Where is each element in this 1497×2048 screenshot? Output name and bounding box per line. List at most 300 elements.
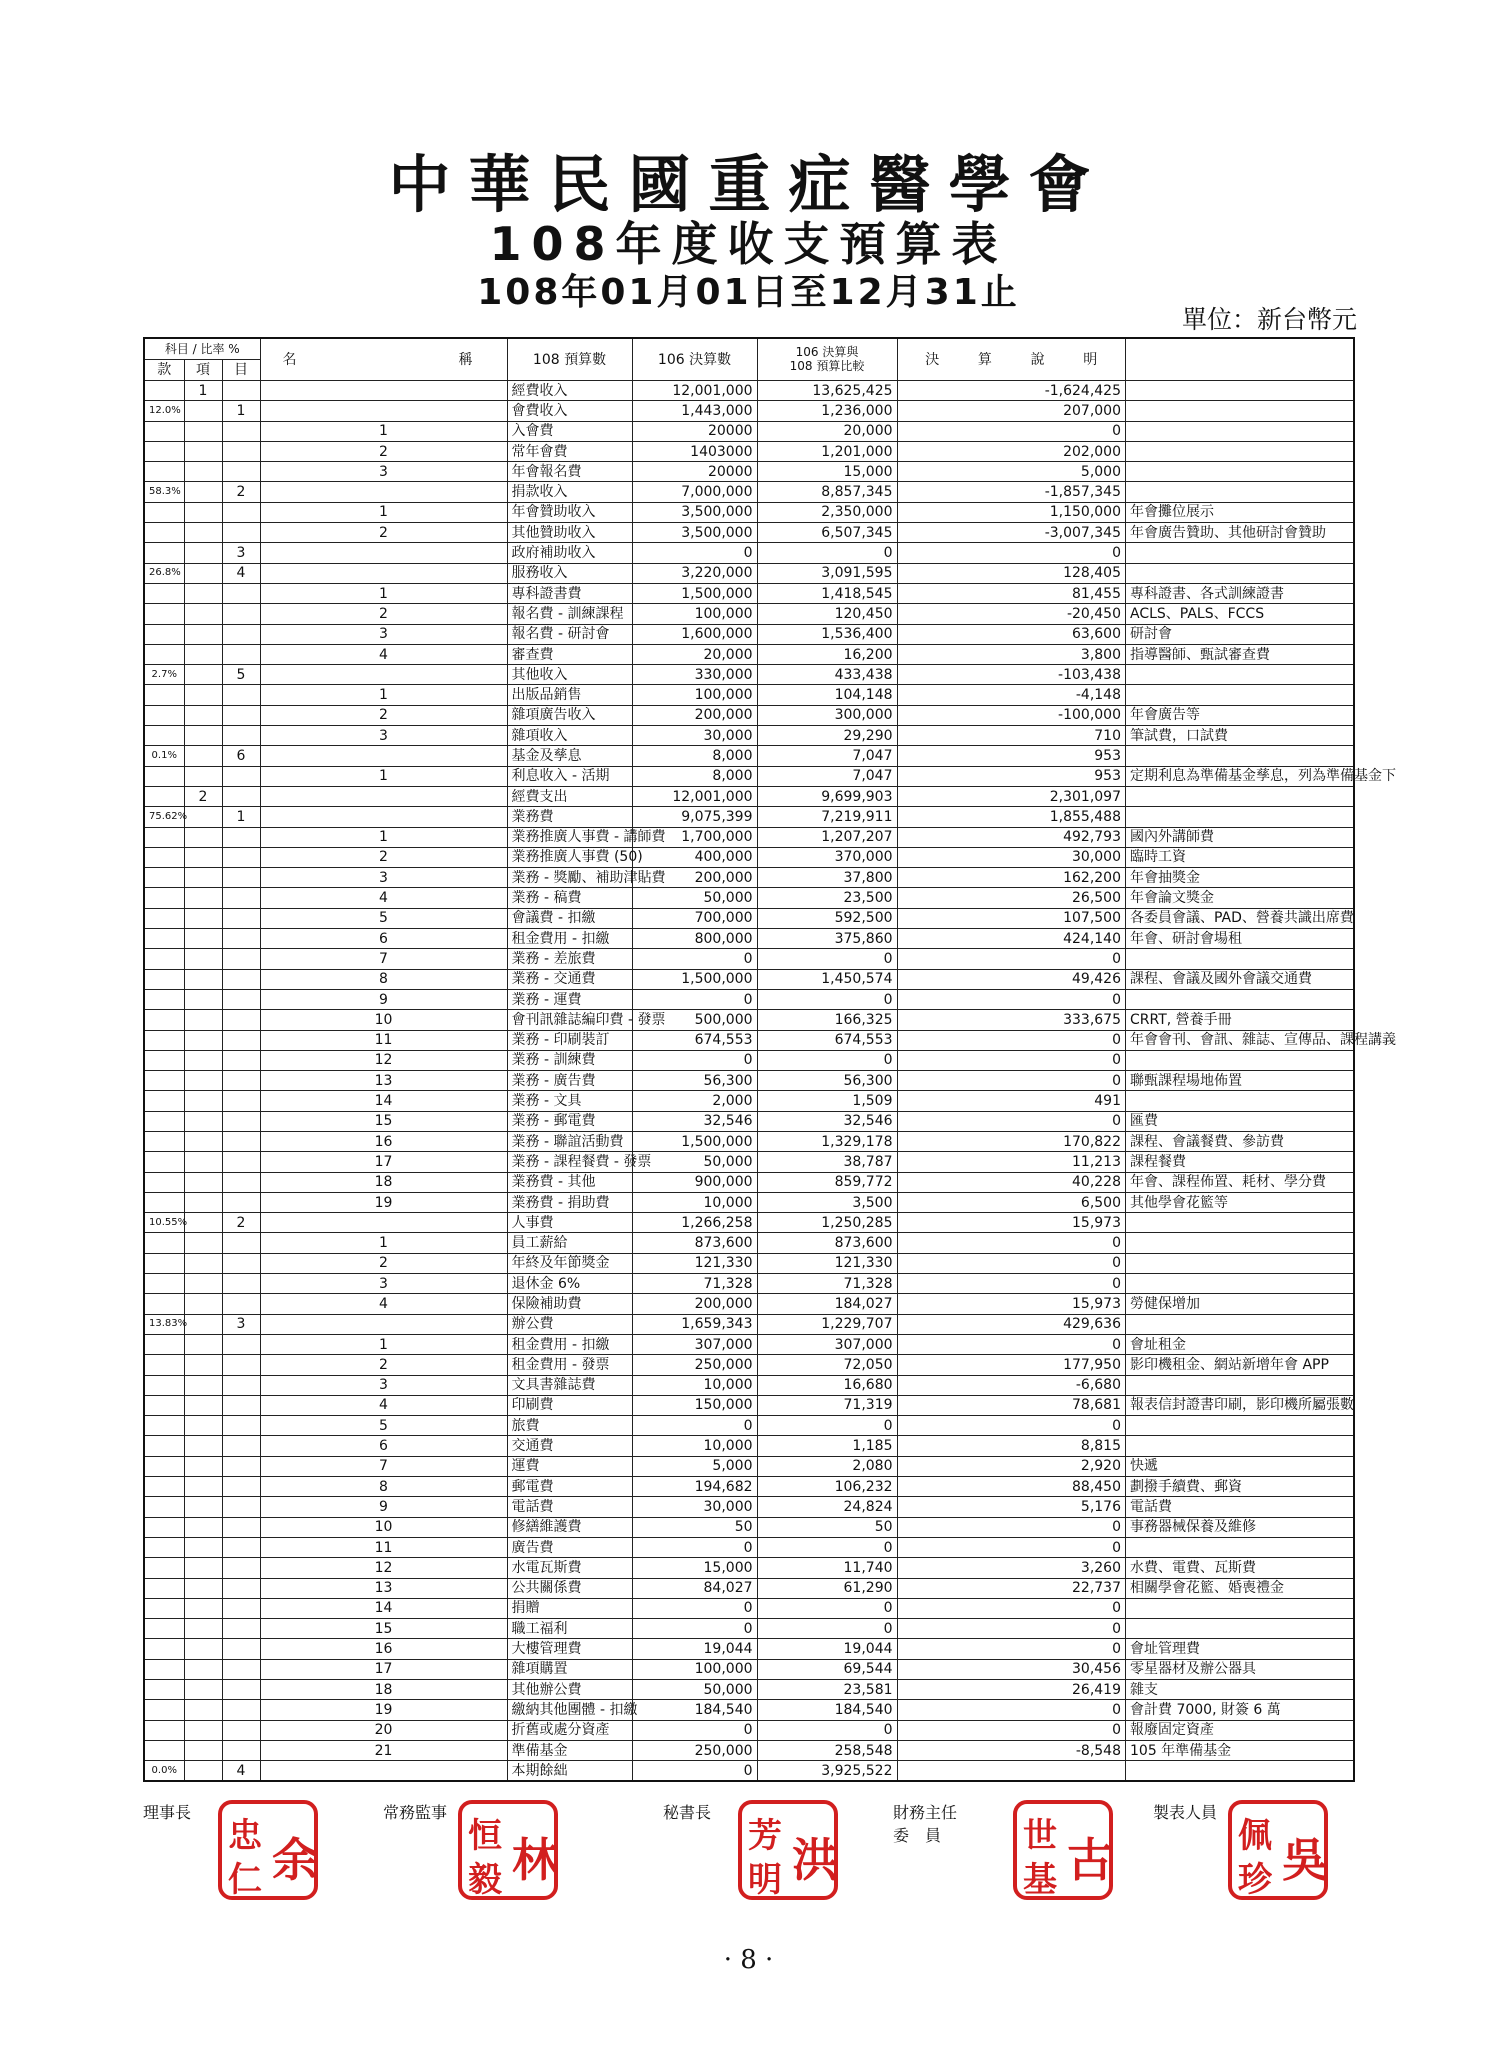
mu-cell: 3 (260, 1375, 507, 1395)
mu-cell (260, 381, 507, 401)
table-row (144, 1071, 1354, 1091)
name-cell: 其他贊助收入 (507, 523, 632, 543)
pct-cell (144, 1720, 184, 1740)
pct-cell (144, 421, 184, 441)
note-cell: ACLS、PALS、FCCS (1126, 604, 1355, 624)
name-cell: 業務 - 聯誼活動費 (507, 1131, 632, 1151)
mu-cell: 1 (260, 1233, 507, 1253)
table-row (144, 1436, 1354, 1456)
name-cell: 雜項購置 (507, 1659, 632, 1679)
pct-cell (144, 523, 184, 543)
name-cell: 經費支出 (507, 786, 632, 806)
actual-cell: 13,625,425 (757, 381, 897, 401)
table-row (144, 604, 1354, 624)
actual-cell: 307,000 (757, 1334, 897, 1354)
name-cell: 繳納其他團體 - 扣繳 (507, 1700, 632, 1720)
budget-cell: 100,000 (632, 604, 757, 624)
xiang-cell (222, 868, 260, 888)
note-cell: 年會廣告贊助、其他研討會贊助 (1126, 523, 1355, 543)
budget-table (143, 337, 1396, 1782)
xiang-cell (222, 1700, 260, 1720)
budget-cell: 0 (632, 1537, 757, 1557)
difference-cell: -1,857,345 (897, 482, 1125, 502)
table-row (144, 807, 1354, 827)
xiang-cell (222, 441, 260, 461)
mu-cell: 12 (260, 1558, 507, 1578)
note-cell: 相關學會花籃、婚喪禮金 (1126, 1578, 1355, 1598)
name-cell: 準備基金 (507, 1740, 632, 1760)
table-row (144, 1294, 1354, 1314)
table-row (144, 462, 1354, 482)
difference-cell: 5,176 (897, 1497, 1125, 1517)
difference-cell: 15,973 (897, 1213, 1125, 1233)
mu-cell: 6 (260, 929, 507, 949)
budget-cell: 200,000 (632, 1294, 757, 1314)
kuan-cell (184, 441, 222, 461)
kuan-cell (184, 1050, 222, 1070)
seal-character: 余 (272, 1833, 318, 1887)
name-cell: 入會費 (507, 421, 632, 441)
budget-cell: 0 (632, 1619, 757, 1639)
name-cell: 運費 (507, 1456, 632, 1476)
signature-title: 製表人員 (1153, 1803, 1218, 1822)
name-cell: 業務 - 郵電費 (507, 1111, 632, 1131)
kuan-cell (184, 827, 222, 847)
xiang-cell (222, 1619, 260, 1639)
difference-cell: 3,260 (897, 1558, 1125, 1578)
actual-cell: 1,329,178 (757, 1131, 897, 1151)
note-cell: 年會、研討會場租 (1126, 929, 1355, 949)
budget-cell: 674,553 (632, 1030, 757, 1050)
budget-cell: 500,000 (632, 1010, 757, 1030)
kuan-cell (184, 482, 222, 502)
name-cell: 郵電費 (507, 1477, 632, 1497)
mu-cell (260, 563, 507, 583)
actual-cell: 2,080 (757, 1456, 897, 1476)
kuan-cell (184, 563, 222, 583)
name-cell: 利息收入 - 活期 (507, 766, 632, 786)
pct-cell (144, 1537, 184, 1557)
actual-cell: 0 (757, 1050, 897, 1070)
note-cell (1126, 665, 1355, 685)
difference-cell: 0 (897, 1700, 1125, 1720)
kuan-cell (184, 685, 222, 705)
actual-cell: 3,500 (757, 1192, 897, 1212)
kuan-cell (184, 665, 222, 685)
note-cell: 影印機租金、網站新增年會 APP (1126, 1355, 1355, 1375)
difference-cell: 0 (897, 1517, 1125, 1537)
xiang-cell (222, 1355, 260, 1375)
difference-cell: 0 (897, 1537, 1125, 1557)
budget-cell: 50,000 (632, 1680, 757, 1700)
kuan-cell (184, 1436, 222, 1456)
table-row (144, 705, 1354, 725)
pct-cell: 26.8% (144, 563, 184, 583)
difference-cell: 207,000 (897, 401, 1125, 421)
difference-cell: 128,405 (897, 563, 1125, 583)
budget-cell: 1,500,000 (632, 969, 757, 989)
actual-cell: 370,000 (757, 847, 897, 867)
budget-cell: 0 (632, 949, 757, 969)
name-cell: 業務推廣人事費 - 講師費 (507, 827, 632, 847)
actual-cell: 873,600 (757, 1233, 897, 1253)
actual-cell: 29,290 (757, 726, 897, 746)
budget-cell: 10,000 (632, 1192, 757, 1212)
pct-cell (144, 888, 184, 908)
budget-cell: 71,328 (632, 1274, 757, 1294)
header-compare-line2: 108 預算比較 (789, 358, 865, 373)
name-cell: 辦公費 (507, 1314, 632, 1334)
note-cell (1126, 1537, 1355, 1557)
name-cell: 電話費 (507, 1497, 632, 1517)
difference-cell: 0 (897, 989, 1125, 1009)
difference-cell: 429,636 (897, 1314, 1125, 1334)
kuan-cell (184, 1395, 222, 1415)
kuan-cell (184, 1213, 222, 1233)
signature-title: 財務主任委 員 (893, 1803, 958, 1845)
name-cell: 捐款收入 (507, 482, 632, 502)
table-row (144, 1253, 1354, 1273)
difference-cell: 5,000 (897, 462, 1125, 482)
mu-cell (260, 807, 507, 827)
pct-cell (144, 1680, 184, 1700)
pct-cell (144, 624, 184, 644)
table-row (144, 969, 1354, 989)
pct-cell: 10.55% (144, 1213, 184, 1233)
xiang-cell (222, 1233, 260, 1253)
note-cell: 研討會 (1126, 624, 1355, 644)
kuan-cell: 1 (184, 381, 222, 401)
difference-cell: 491 (897, 1091, 1125, 1111)
difference-cell: 202,000 (897, 441, 1125, 461)
difference-cell: -4,148 (897, 685, 1125, 705)
pct-cell (144, 543, 184, 563)
actual-cell: 19,044 (757, 1639, 897, 1659)
kuan-cell (184, 1355, 222, 1375)
difference-cell: 0 (897, 1071, 1125, 1091)
mu-cell: 6 (260, 1436, 507, 1456)
kuan-cell (184, 929, 222, 949)
note-cell: 課程、會議及國外會議交通費 (1126, 969, 1355, 989)
pct-cell: 2.7% (144, 665, 184, 685)
difference-cell: 0 (897, 1274, 1125, 1294)
name-cell: 廣告費 (507, 1537, 632, 1557)
budget-cell: 3,500,000 (632, 523, 757, 543)
actual-cell: 71,319 (757, 1395, 897, 1415)
difference-cell: 30,000 (897, 847, 1125, 867)
budget-cell: 184,540 (632, 1700, 757, 1720)
xiang-cell (222, 989, 260, 1009)
actual-cell: 375,860 (757, 929, 897, 949)
seal-character: 佩 (1238, 1816, 1272, 1856)
difference-cell: 0 (897, 1619, 1125, 1639)
difference-cell: 3,800 (897, 644, 1125, 664)
budget-cell: 3,220,000 (632, 563, 757, 583)
note-cell (1126, 1598, 1355, 1618)
name-cell: 基金及孳息 (507, 746, 632, 766)
xiang-cell (222, 1477, 260, 1497)
name-cell: 會議費 - 扣繳 (507, 908, 632, 928)
note-cell (1126, 482, 1355, 502)
actual-cell: 32,546 (757, 1111, 897, 1131)
xiang-cell: 3 (222, 1314, 260, 1334)
actual-cell: 1,250,285 (757, 1213, 897, 1233)
kuan-cell (184, 1619, 222, 1639)
name-cell: 大樓管理費 (507, 1639, 632, 1659)
difference-cell: 0 (897, 949, 1125, 969)
name-cell: 業務 - 廣告費 (507, 1071, 632, 1091)
note-cell (1126, 1091, 1355, 1111)
actual-cell: 2,350,000 (757, 502, 897, 522)
header-subject: 科目 / 比率 % (144, 338, 260, 360)
name-cell: 退休金 6% (507, 1274, 632, 1294)
kuan-cell (184, 1720, 222, 1740)
budget-cell: 9,075,399 (632, 807, 757, 827)
note-cell (1126, 1050, 1355, 1070)
mu-cell: 1 (260, 685, 507, 705)
name-cell: 審查費 (507, 644, 632, 664)
name-cell: 業務 - 稿費 (507, 888, 632, 908)
table-row (144, 786, 1354, 806)
mu-cell: 3 (260, 868, 507, 888)
table-row (144, 746, 1354, 766)
difference-cell: 0 (897, 1334, 1125, 1354)
note-cell (1126, 1619, 1355, 1639)
table-row (144, 1680, 1354, 1700)
xiang-cell (222, 1558, 260, 1578)
xiang-cell (222, 1416, 260, 1436)
kuan-cell (184, 1192, 222, 1212)
name-cell: 政府補助收入 (507, 543, 632, 563)
xiang-cell (222, 1639, 260, 1659)
pct-cell (144, 1111, 184, 1131)
xiang-cell (222, 1111, 260, 1131)
header-budget: 108 預算數 (507, 338, 632, 381)
xiang-cell (222, 1010, 260, 1030)
pct-cell (144, 604, 184, 624)
pct-cell (144, 1436, 184, 1456)
difference-cell: 11,213 (897, 1152, 1125, 1172)
xiang-cell (222, 1659, 260, 1679)
pct-cell (144, 1395, 184, 1415)
pct-cell (144, 969, 184, 989)
difference-cell: 177,950 (897, 1355, 1125, 1375)
xiang-cell (222, 685, 260, 705)
mu-cell: 4 (260, 1294, 507, 1314)
table-row (144, 543, 1354, 563)
actual-cell: 24,824 (757, 1497, 897, 1517)
pct-cell: 0.1% (144, 746, 184, 766)
budget-cell: 0 (632, 543, 757, 563)
name-cell: 報名費 - 研討會 (507, 624, 632, 644)
name-cell: 印刷費 (507, 1395, 632, 1415)
mu-cell: 7 (260, 949, 507, 969)
budget-cell: 84,027 (632, 1578, 757, 1598)
mu-cell: 2 (260, 705, 507, 725)
note-cell (1126, 462, 1355, 482)
document-title: 108年度收支預算表 (489, 217, 1008, 271)
mu-cell (260, 1213, 507, 1233)
xiang-cell (222, 502, 260, 522)
pct-cell (144, 1172, 184, 1192)
budget-cell: 2,000 (632, 1091, 757, 1111)
budget-cell: 0 (632, 1416, 757, 1436)
budget-cell: 121,330 (632, 1253, 757, 1273)
header-name (260, 338, 507, 381)
table-row (144, 1761, 1354, 1782)
actual-cell: 1,509 (757, 1091, 897, 1111)
xiang-cell (222, 1740, 260, 1760)
kuan-cell (184, 1172, 222, 1192)
table-row (144, 1050, 1354, 1070)
mu-cell: 5 (260, 1416, 507, 1436)
pct-cell: 0.0% (144, 1761, 184, 1782)
kuan-cell (184, 1091, 222, 1111)
note-cell: 年會廣告等 (1126, 705, 1355, 725)
note-cell: 課程餐費 (1126, 1152, 1355, 1172)
note-cell: 年會會刊、會訊、雜誌、宣傳品、課程講義 (1126, 1030, 1355, 1050)
budget-cell: 8,000 (632, 766, 757, 786)
actual-cell: 11,740 (757, 1558, 897, 1578)
budget-cell: 1,700,000 (632, 827, 757, 847)
actual-cell: 1,185 (757, 1436, 897, 1456)
seal-stamp (738, 1800, 838, 1900)
actual-cell: 7,219,911 (757, 807, 897, 827)
xiang-cell (222, 583, 260, 603)
header-note-char1: 決 (925, 351, 940, 368)
mu-cell: 15 (260, 1619, 507, 1639)
kuan-cell (184, 1111, 222, 1131)
actual-cell: 9,699,903 (757, 786, 897, 806)
mu-cell: 9 (260, 1497, 507, 1517)
name-cell: 服務收入 (507, 563, 632, 583)
name-cell: 經費收入 (507, 381, 632, 401)
budget-cell: 100,000 (632, 1659, 757, 1679)
table-row (144, 563, 1354, 583)
actual-cell: 106,232 (757, 1477, 897, 1497)
mu-cell: 7 (260, 1456, 507, 1476)
xiang-cell (222, 827, 260, 847)
actual-cell: 69,544 (757, 1659, 897, 1679)
xiang-cell (222, 929, 260, 949)
mu-cell: 2 (260, 1253, 507, 1273)
kuan-cell (184, 1456, 222, 1476)
pct-cell (144, 1071, 184, 1091)
budget-cell: 400,000 (632, 847, 757, 867)
mu-cell (260, 482, 507, 502)
budget-cell: 50 (632, 1517, 757, 1537)
budget-cell: 150,000 (632, 1395, 757, 1415)
name-cell: 交通費 (507, 1436, 632, 1456)
actual-cell: 0 (757, 1598, 897, 1618)
actual-cell: 71,328 (757, 1274, 897, 1294)
difference-cell: 2,301,097 (897, 786, 1125, 806)
note-cell (1126, 1436, 1355, 1456)
actual-cell: 23,500 (757, 888, 897, 908)
kuan-cell (184, 1578, 222, 1598)
name-cell: 公共關係費 (507, 1578, 632, 1598)
budget-cell: 307,000 (632, 1334, 757, 1354)
difference-cell: 0 (897, 1050, 1125, 1070)
table-row (144, 624, 1354, 644)
table-row (144, 685, 1354, 705)
header-compare-line1: 106 決算與 (795, 344, 859, 359)
xiang-cell (222, 1720, 260, 1740)
table-row (144, 1477, 1354, 1497)
table-row (144, 847, 1354, 867)
seal-character: 古 (1067, 1833, 1113, 1887)
name-cell: 業務 - 印刷裝訂 (507, 1030, 632, 1050)
note-cell (1126, 543, 1355, 563)
mu-cell: 1 (260, 827, 507, 847)
table-row (144, 929, 1354, 949)
name-cell: 其他辦公費 (507, 1680, 632, 1700)
xiang-cell (222, 1395, 260, 1415)
pct-cell (144, 766, 184, 786)
table-row (144, 441, 1354, 461)
table-row (144, 1010, 1354, 1030)
budget-cell: 12,001,000 (632, 786, 757, 806)
note-cell (1126, 807, 1355, 827)
budget-cell: 100,000 (632, 685, 757, 705)
name-cell: 租金費用 - 扣繳 (507, 929, 632, 949)
pct-cell (144, 1274, 184, 1294)
pct-cell (144, 908, 184, 928)
actual-cell: 120,450 (757, 604, 897, 624)
actual-cell: 1,536,400 (757, 624, 897, 644)
budget-cell: 900,000 (632, 1172, 757, 1192)
note-cell: CRRT, 營養手冊 (1126, 1010, 1355, 1030)
difference-cell: 88,450 (897, 1477, 1125, 1497)
unit-label: 單位：新台幣元 (1181, 305, 1357, 334)
mu-cell: 9 (260, 989, 507, 1009)
table-row (144, 827, 1354, 847)
pct-cell (144, 1131, 184, 1151)
table-row (144, 1537, 1354, 1557)
name-cell: 租金費用 - 發票 (507, 1355, 632, 1375)
table-row (144, 1558, 1354, 1578)
kuan-cell (184, 1071, 222, 1091)
xiang-cell (222, 462, 260, 482)
xiang-cell (222, 1578, 260, 1598)
name-cell: 修繕維護費 (507, 1517, 632, 1537)
table-row (144, 1598, 1354, 1618)
mu-cell: 3 (260, 624, 507, 644)
mu-cell: 10 (260, 1517, 507, 1537)
header-name-char2: 稱 (458, 351, 473, 368)
difference-cell: 107,500 (897, 908, 1125, 928)
table-row (144, 482, 1354, 502)
actual-cell: 16,200 (757, 644, 897, 664)
budget-cell: 15,000 (632, 1558, 757, 1578)
name-cell: 文具書雜誌費 (507, 1375, 632, 1395)
kuan-cell (184, 1274, 222, 1294)
difference-cell: -20,450 (897, 604, 1125, 624)
pct-cell (144, 1416, 184, 1436)
difference-cell: 0 (897, 1030, 1125, 1050)
name-cell: 業務費 - 捐助費 (507, 1192, 632, 1212)
pct-cell (144, 1477, 184, 1497)
pct-cell (144, 1253, 184, 1273)
kuan-cell (184, 1497, 222, 1517)
xiang-cell (222, 1456, 260, 1476)
xiang-cell (222, 644, 260, 664)
difference-cell: 710 (897, 726, 1125, 746)
table-header-row-1 (144, 338, 1354, 360)
xiang-cell: 5 (222, 665, 260, 685)
budget-cell: 1403000 (632, 441, 757, 461)
name-cell: 員工薪給 (507, 1233, 632, 1253)
